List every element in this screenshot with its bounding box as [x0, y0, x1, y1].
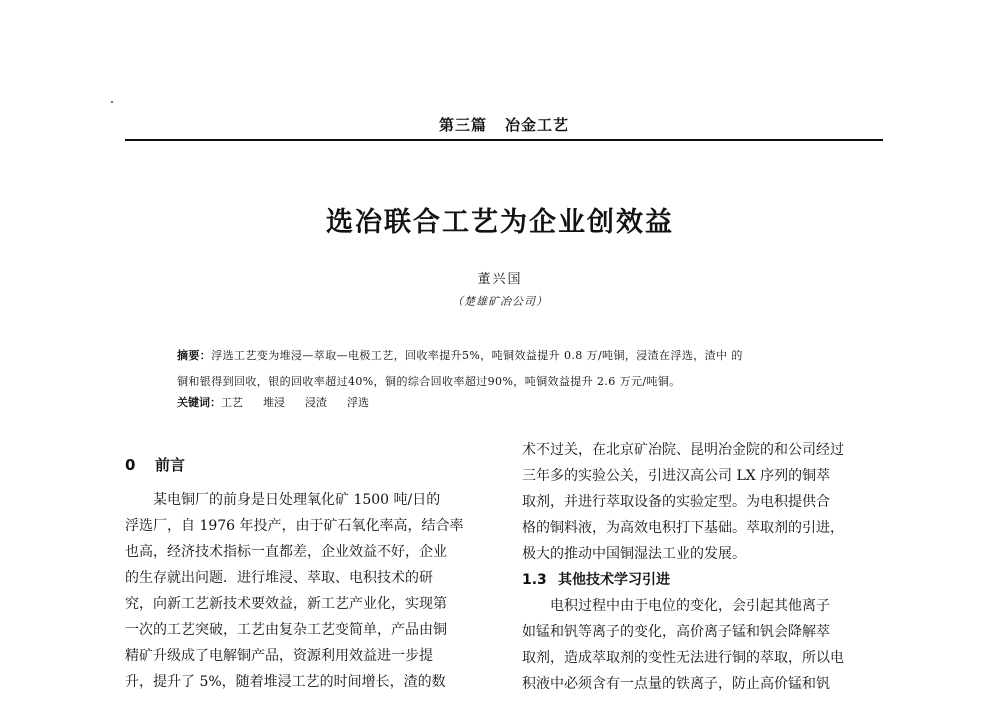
paragraph-line: 术不过关，在北京矿冶院、昆明冶金院的和公司经过 — [522, 442, 844, 458]
paragraph-line: 一次的工艺突破，工艺由复杂工艺变简单，产品由铜 — [125, 622, 447, 638]
author-affiliation: （楚雄矿冶公司） — [452, 295, 548, 308]
paragraph-line: 某电铜厂的前身是日处理氧化矿 1500 吨/日的 — [153, 492, 441, 508]
paragraph-line: 的生存就出问题．进行堆浸、萃取、电积技术的研 — [125, 570, 433, 586]
subsection-number: 1.3 — [522, 572, 547, 588]
keywords — [177, 394, 389, 410]
keyword: 工艺 — [221, 396, 243, 409]
paragraph-line: 浮选厂，自 1976 年投产，由于矿石氧化率高，结合率 — [125, 518, 464, 534]
running-head-part: 第三篇 — [438, 116, 487, 134]
section-title: 前言 — [155, 456, 186, 474]
paragraph-line: 升，提升了 5%，随着堆浸工艺的时间增长，渣的数 — [125, 674, 446, 690]
paragraph-line: 极大的推动中国铜湿法工业的发展。 — [522, 546, 746, 562]
header-rule — [125, 139, 883, 141]
paragraph-line: 积液中必须含有一点量的铁离子，防止高价锰和钒 — [522, 676, 830, 692]
paragraph-line: 取剂，造成萃取剂的变性无法进行铜的萃取，所以电 — [522, 650, 844, 666]
keyword: 浮选 — [347, 396, 369, 409]
paragraph-line: 取剂，并进行萃取设备的实验定型。为电积提供合 — [522, 494, 830, 510]
paragraph-line: 格的铜料液，为高效电积打下基础。萃取剂的引进， — [522, 520, 844, 536]
article-title: 选冶联合工艺为企业创效益 — [326, 207, 674, 238]
abstract-label: 摘要： — [177, 349, 212, 362]
subsection-heading-1-3 — [522, 567, 884, 593]
right-column — [522, 437, 884, 697]
abstract-text: 浮选工艺变为堆浸—萃取—电极工艺，回收率提升5%，吨铜效益提升 0.8 万/吨铜，浸渣在浮选，渣中 的 — [211, 349, 743, 362]
abstract — [177, 343, 837, 395]
paragraph-line: 如锰和钒等离子的变化，高价离子锰和钒会降解萃 — [522, 624, 830, 640]
subsection-title: 其他技术学习引进 — [558, 572, 670, 588]
left-column — [125, 487, 490, 695]
running-head-topic: 冶金工艺 — [505, 116, 570, 134]
paragraph-line: 三年多的实验公关，引进汉高公司 LX 序列的铜萃 — [522, 468, 831, 484]
paragraph-line: 究，向新工艺新技术要效益，新工艺产业化，实现第 — [125, 596, 447, 612]
section-number: 0 — [125, 456, 136, 474]
abstract-line: 铜和银得到回收，银的回收率超过40%，铜的综合回收率超过90%，吨铜效益提升 2.6 万元/吨铜。 — [177, 375, 681, 388]
keyword: 堆浸 — [263, 396, 285, 409]
paragraph-line: 也高，经济技术指标一直都差，企业效益不好，企业 — [125, 544, 447, 560]
paragraph-line: 电积过程中由于电位的变化，会引起其他离子 — [550, 598, 830, 614]
scan-speck — [111, 101, 113, 103]
author-name: 董兴国 — [477, 272, 523, 287]
paragraph-line: 精矿升级成了电解铜产品，资源利用效益进一步提 — [125, 648, 433, 664]
section-heading-0 — [125, 454, 185, 475]
keywords-label: 关键词： — [177, 396, 221, 409]
abstract-line — [177, 343, 837, 369]
running-head — [125, 114, 883, 135]
keyword: 浸渣 — [305, 396, 327, 409]
